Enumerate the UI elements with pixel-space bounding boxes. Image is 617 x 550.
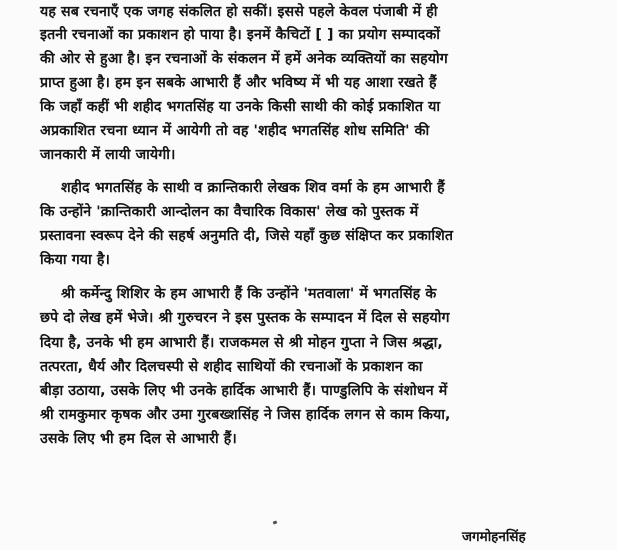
- ink-speck: [273, 520, 278, 524]
- text-line: यह सब रचनाएँ एक जगह संकलित हो सकीं। इससे पहले केवल पंजाबी में ही: [40, 4, 438, 20]
- text-line: दिया है, उनके भी हम आभारी हैं। राजकमल से श्री मोहन गुप्ता ने जिस श्रद्धा,: [40, 335, 443, 351]
- text-line: श्री रामकुमार कृषक और उमा गुरबख्शसिंह ने जिस हार्दिक लगन से काम किया,: [40, 407, 451, 423]
- text-line: तत्परता, धैर्य और दिलचस्पी से शहीद साथियों की रचनाओं के प्रकाशन का: [40, 359, 423, 375]
- text-line: बीड़ा उठाया, उसके लिए भी उनके हार्दिक आभारी हैं। पाण्डुलिपि के संशोधन में: [40, 383, 448, 399]
- text-line: की ओर से हुआ है। इन रचनाओं के संकलन में हमें अनेक व्यक्तियों का सहयोग: [40, 51, 448, 67]
- text-line: कि उन्होंने 'क्रान्तिकारी आन्दोलन का वैचारिक विकास' लेख को पुस्तक में: [40, 204, 419, 220]
- text-line: जानकारी में लायी जायेगी।: [40, 147, 176, 163]
- text-line: प्रस्तावना स्वरूप देने की सहर्ष अनुमति दी, जिसे यहाँ कुछ संक्षिप्त कर प्रकाशित: [40, 228, 454, 244]
- text-line: अप्रकाशित रचना ध्यान में आयेगी तो वह 'शहीद भगतसिंह शोध समिति' की: [40, 123, 430, 139]
- text-line: शहीद भगतसिंह के साथी व क्रान्तिकारी लेखक शिव वर्मा के हम आभारी हैं: [61, 180, 445, 196]
- text-line: प्राप्त हुआ है। हम इन सबके आभारी हैं और भविष्य में भी यह आशा रखते हैं: [40, 75, 437, 91]
- text-line: कि जहाँ कहीं भी शहीद भगतसिंह या उनके किसी साथी की कोई प्रकाशित या: [40, 99, 441, 115]
- text-line: छपे दो लेख हमें भेजे। श्री गुरुचरन ने इस पुस्तक के सम्पादन में दिल से सहयोग: [40, 310, 450, 326]
- text-line: उसके लिए भी हम दिल से आभारी हैं।: [40, 431, 237, 447]
- signature: जगमोहनसिंह: [462, 529, 526, 545]
- text-line: इतनी रचनाओं का प्रकाशन हो पाया है। इनमें कैचिटों [ ] का प्रयोग सम्पादकों: [40, 27, 441, 43]
- text-line: किया गया है।: [40, 252, 110, 268]
- text-line: श्री कर्मेन्दु शिशिर के हम आभारी हैं कि उन्होंने 'मतवाला' में भगतसिंह के: [61, 286, 437, 302]
